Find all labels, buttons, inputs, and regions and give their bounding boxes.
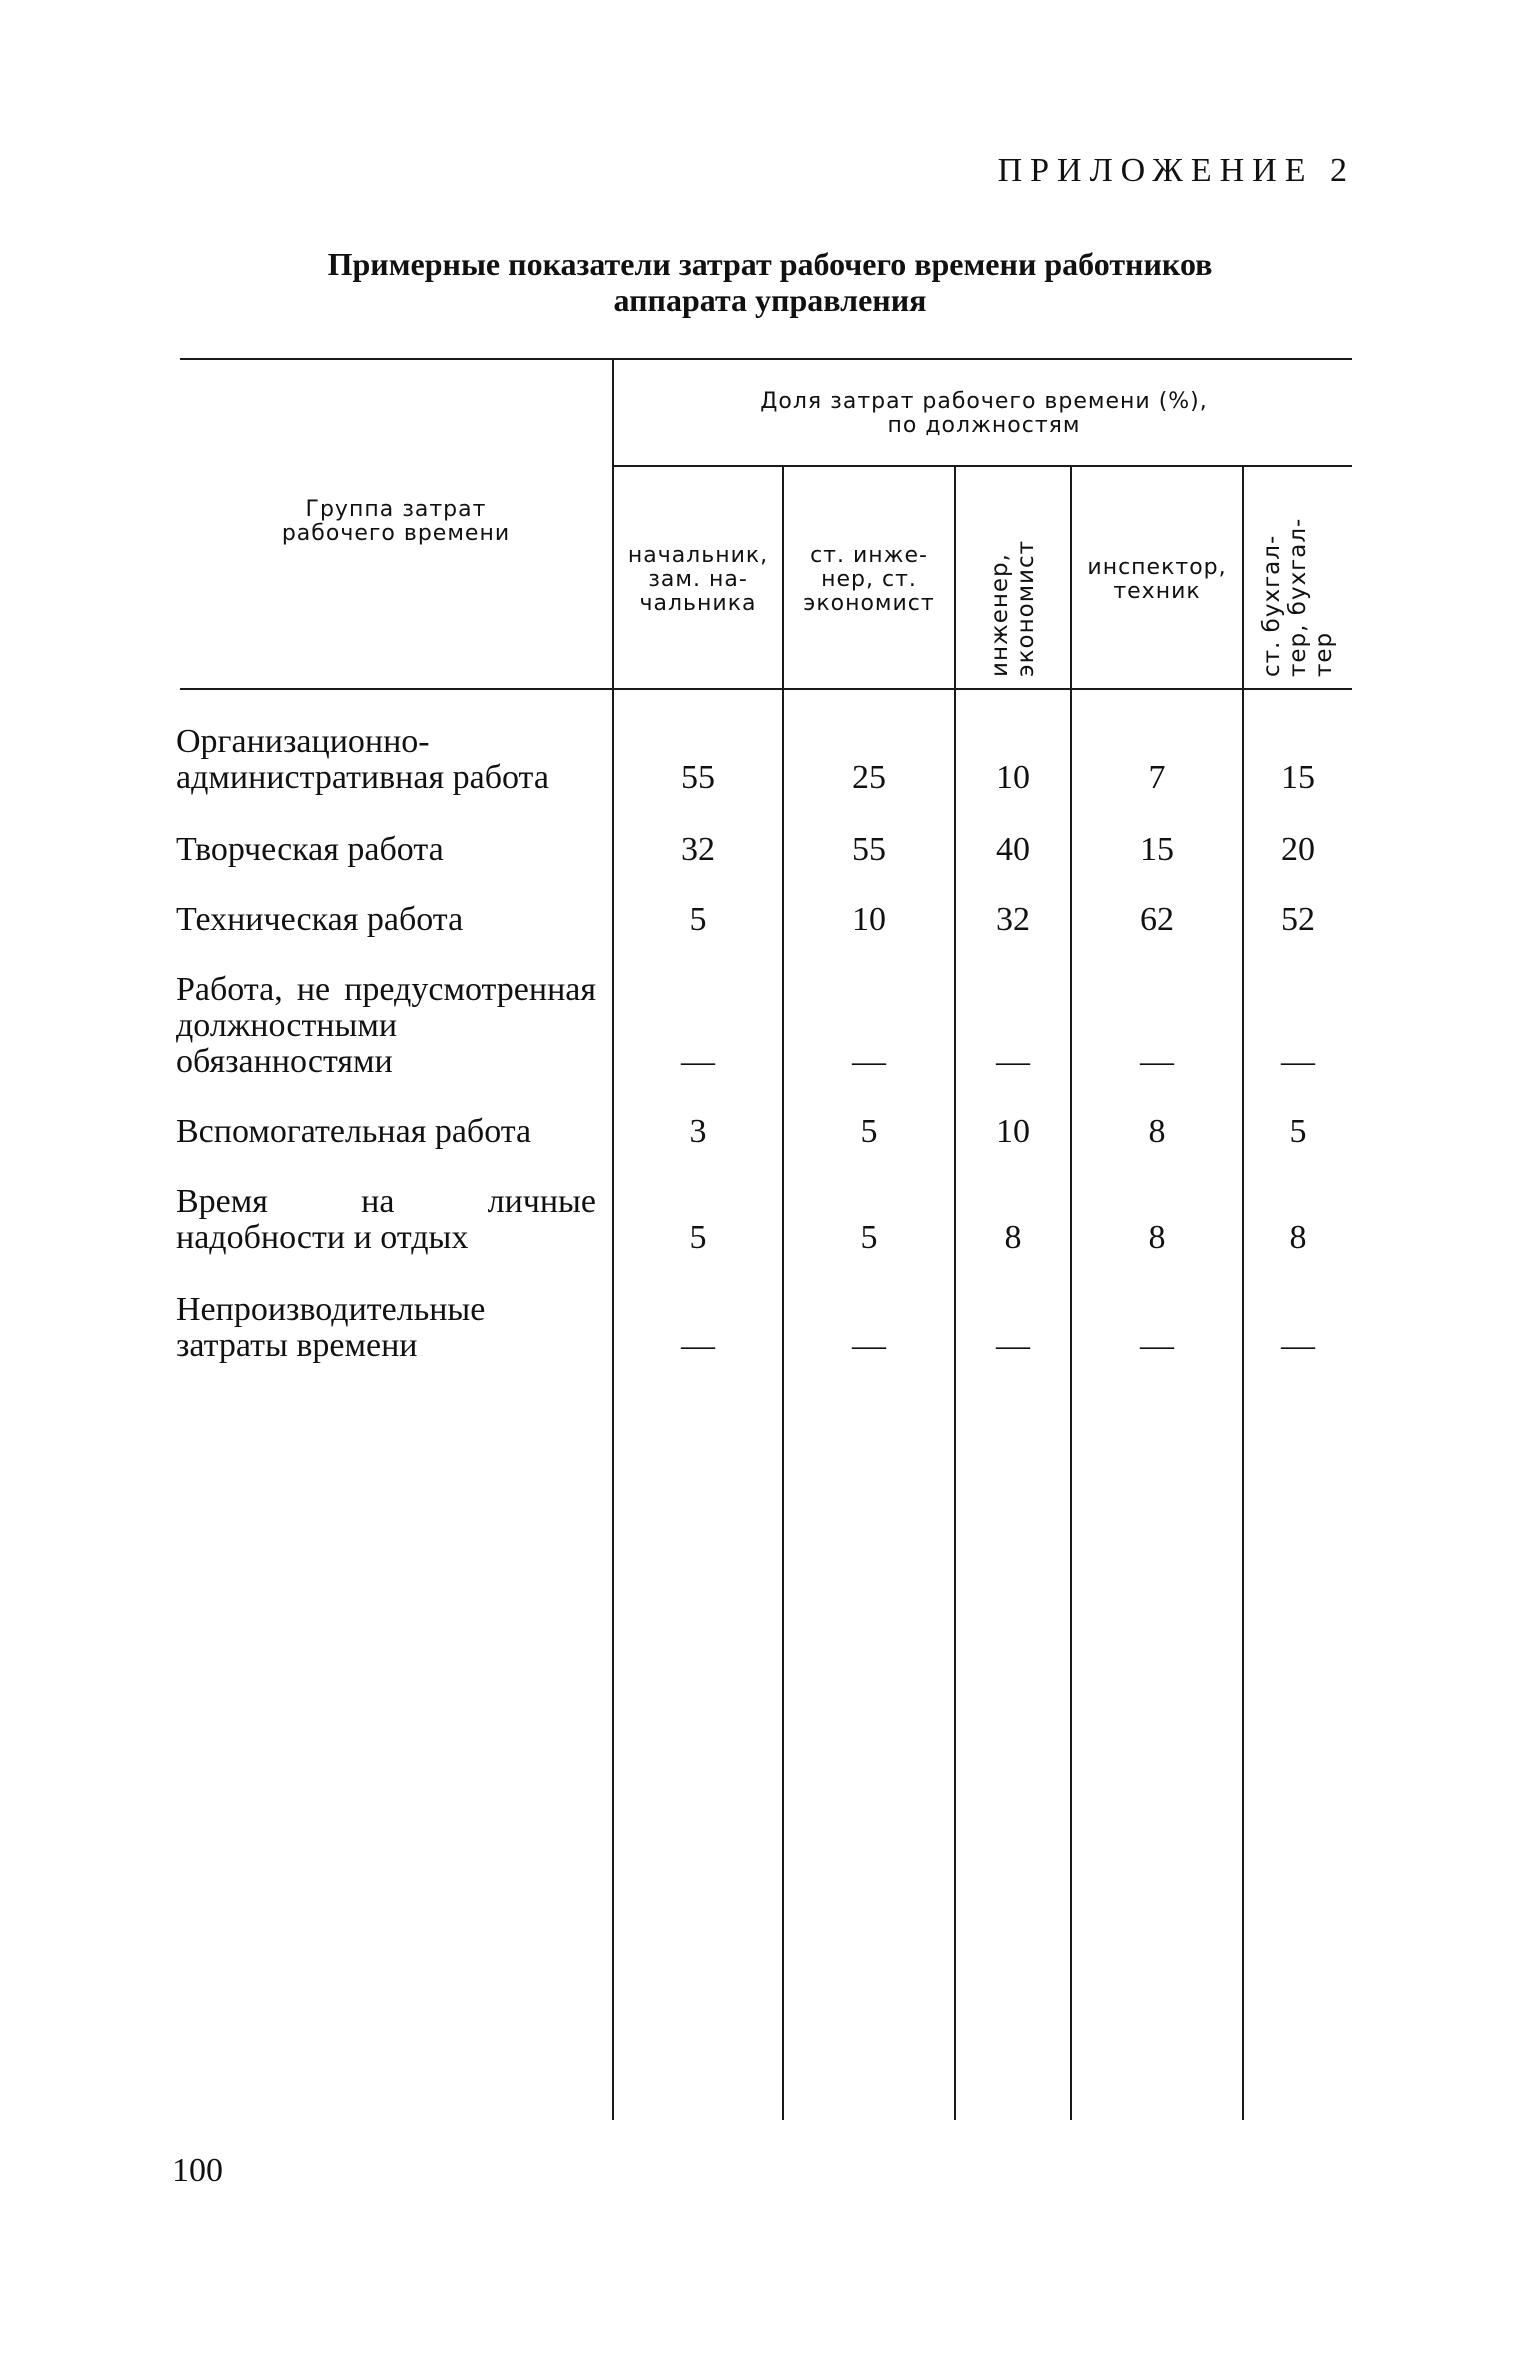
share-header (616, 390, 1352, 438)
column-divider (1242, 465, 1244, 2120)
position-header-line: техник (1113, 579, 1201, 604)
table-cell: — (1140, 1043, 1174, 1080)
table-cell: 20 (1281, 831, 1315, 868)
table-cell: — (681, 1043, 715, 1080)
table-title-line-2: аппарата управления (613, 282, 927, 318)
position-header-line: зам. на- (648, 567, 748, 592)
position-header-line: чальника (639, 591, 757, 616)
table-title (180, 246, 1360, 318)
position-header-line: начальник, (627, 543, 769, 568)
row-label: Время на личные надобности и отдых (176, 1183, 596, 1256)
table-cell: 8 (1148, 1113, 1166, 1150)
table-cell: 15 (1281, 759, 1315, 796)
table-cell: 5 (689, 901, 707, 938)
table-cell: 10 (852, 901, 886, 938)
column-divider (782, 465, 784, 2120)
column-divider (1070, 465, 1072, 2120)
table-cell: — (1140, 1327, 1174, 1364)
position-header (956, 472, 1070, 682)
position-header-line: инженер, (987, 553, 1013, 677)
position-header-line: инспектор, (1087, 555, 1227, 580)
position-header-line: экономист (803, 591, 935, 616)
appendix-label: ПРИЛОЖЕНИЕ 2 (997, 152, 1355, 189)
table-cell: — (852, 1043, 886, 1080)
row-label: Непроизводительные затраты времени (176, 1291, 486, 1364)
table-cell: 62 (1140, 901, 1174, 938)
table-cell: — (996, 1043, 1030, 1080)
table-cell: 25 (852, 759, 886, 796)
row-label: Работа, не предусмотренная должностными обязанностями (176, 971, 596, 1080)
position-header-line: тер, бухгал- (1285, 517, 1311, 677)
table-cell: 55 (681, 759, 715, 796)
position-header-line: экономист (1013, 539, 1039, 677)
header-bottom-rule (180, 688, 1352, 690)
page-number: 100 (172, 2152, 223, 2189)
table-cell: 5 (860, 1219, 878, 1256)
table-cell: 8 (1289, 1219, 1307, 1256)
row-label: Вспомогательная работа (176, 1113, 532, 1150)
column-divider (954, 465, 956, 2120)
position-header-line: ст. инже- (810, 543, 928, 568)
position-header (1244, 472, 1352, 682)
table-cell: 32 (996, 901, 1030, 938)
group-column-header-line: рабочего времени (281, 521, 511, 546)
table-title-line-1: Примерные показатели затрат рабочего времени работников (327, 246, 1213, 282)
table-cell: 5 (1289, 1113, 1307, 1150)
row-label: Техническая работа (176, 901, 464, 938)
table-cell: 10 (996, 759, 1030, 796)
table-cell: — (996, 1327, 1030, 1364)
table-cell: 5 (860, 1113, 878, 1150)
table-cell: — (852, 1327, 886, 1364)
table-cell: 52 (1281, 901, 1315, 938)
position-header-line: нер, ст. (821, 567, 917, 592)
table-cell: 8 (1004, 1219, 1022, 1256)
table-cell: 40 (996, 831, 1030, 868)
position-header-rotated (987, 477, 1039, 677)
position-header (1072, 556, 1242, 604)
share-header-line: по должностям (887, 413, 1081, 438)
table-cell: 15 (1140, 831, 1174, 868)
table-cell: 3 (689, 1113, 707, 1150)
position-header-line: тер (1311, 631, 1337, 677)
share-header-line: Доля затрат рабочего времени (%), (760, 389, 1208, 414)
position-header-rotated (1259, 477, 1337, 677)
group-column-header-line: Группа затрат (305, 497, 487, 522)
table-cell: — (681, 1327, 715, 1364)
table-cell: — (1281, 1043, 1315, 1080)
table-cell: 32 (681, 831, 715, 868)
row-label: Творческая работа (176, 831, 444, 868)
table-top-rule (180, 358, 1352, 360)
group-column-header (182, 498, 610, 546)
table-cell: 55 (852, 831, 886, 868)
table-cell: 5 (689, 1219, 707, 1256)
position-header-line: ст. бухгал- (1259, 534, 1285, 677)
row-label: Организационно-административная работа (176, 723, 549, 796)
position-header (784, 544, 954, 616)
position-header (614, 544, 782, 616)
table-cell: 7 (1148, 759, 1166, 796)
table-cell: 8 (1148, 1219, 1166, 1256)
table-cell: — (1281, 1327, 1315, 1364)
table-cell: 10 (996, 1113, 1030, 1150)
